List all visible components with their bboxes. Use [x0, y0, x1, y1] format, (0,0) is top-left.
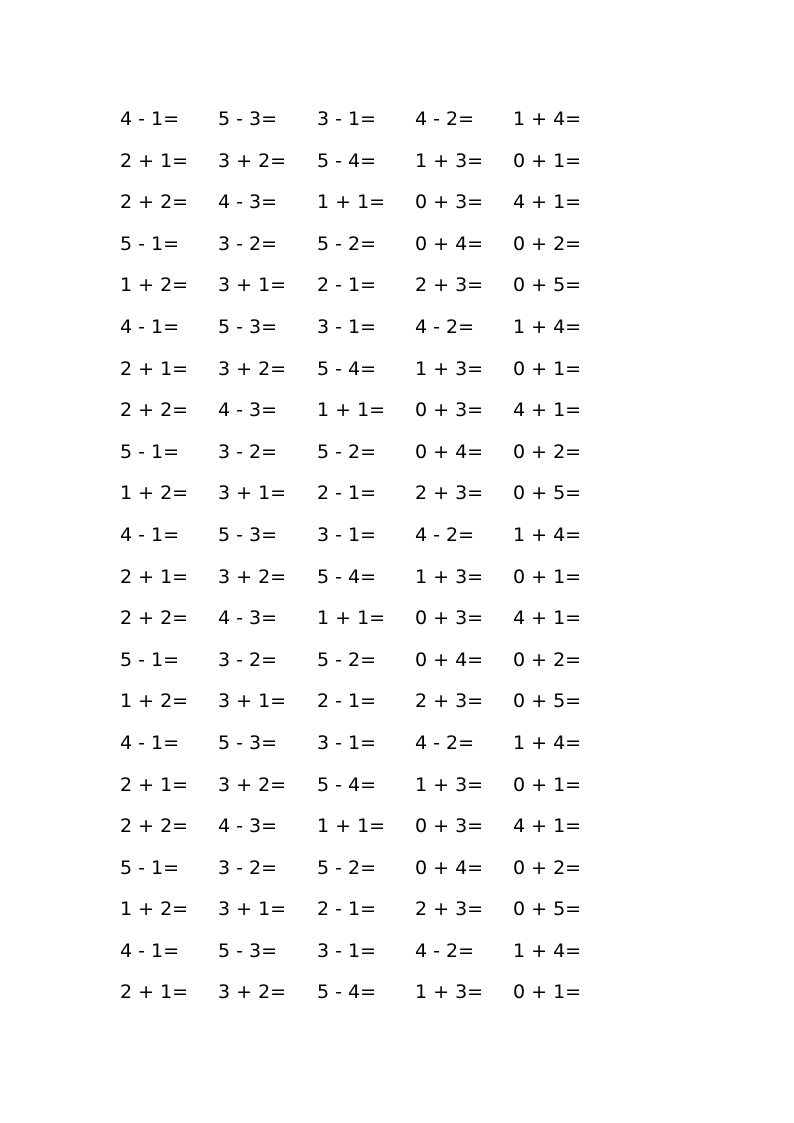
math-problem: 2 + 3= — [415, 482, 484, 505]
math-problem: 5 - 4= — [317, 565, 377, 588]
math-problem: 3 - 1= — [317, 315, 377, 338]
math-problem: 4 - 2= — [415, 731, 475, 754]
problem-row — [120, 686, 640, 728]
math-problem: 4 + 1= — [513, 815, 582, 838]
math-problem: 0 + 1= — [513, 149, 582, 172]
math-problem: 1 + 2= — [120, 274, 189, 297]
math-problem: 1 + 1= — [317, 815, 386, 838]
math-problem: 1 + 2= — [120, 482, 189, 505]
math-problem: 2 + 1= — [120, 149, 189, 172]
math-problem: 0 + 5= — [513, 482, 582, 505]
math-problem: 4 - 3= — [218, 399, 278, 422]
problem-row — [120, 520, 640, 562]
math-problem: 3 - 1= — [317, 108, 377, 130]
math-problem: 2 + 1= — [120, 357, 189, 380]
math-problem: 2 - 1= — [317, 690, 377, 713]
math-problem: 0 + 4= — [415, 856, 484, 879]
problem-row — [120, 395, 640, 437]
math-problem: 1 + 1= — [317, 191, 386, 214]
math-problem: 5 - 1= — [120, 648, 180, 671]
problem-row — [120, 437, 640, 479]
math-problem: 1 + 1= — [317, 607, 386, 630]
problem-row — [120, 936, 640, 978]
problem-row — [120, 603, 640, 645]
math-problem: 4 - 2= — [415, 108, 475, 130]
math-problem: 3 - 2= — [218, 856, 278, 879]
math-problem: 1 + 1= — [317, 399, 386, 422]
math-problem: 5 - 2= — [317, 648, 377, 671]
math-problem: 2 + 1= — [120, 773, 189, 796]
math-problem: 5 - 4= — [317, 981, 377, 1004]
math-problem: 1 + 4= — [513, 731, 582, 754]
math-problem: 4 - 1= — [120, 315, 180, 338]
math-problem: 5 - 3= — [218, 939, 278, 962]
math-problem: 3 + 2= — [218, 149, 287, 172]
math-problem: 3 + 1= — [218, 690, 287, 713]
math-problem: 1 + 4= — [513, 315, 582, 338]
math-problem: 1 + 3= — [415, 981, 484, 1004]
math-problem: 5 - 1= — [120, 856, 180, 879]
math-problem: 3 + 2= — [218, 981, 287, 1004]
math-problem: 2 - 1= — [317, 274, 377, 297]
math-problem: 5 - 3= — [218, 523, 278, 546]
problem-row — [120, 187, 640, 229]
math-problem: 0 + 3= — [415, 399, 484, 422]
math-problem: 4 - 2= — [415, 523, 475, 546]
problem-row — [120, 146, 640, 188]
math-problem: 4 + 1= — [513, 399, 582, 422]
math-problem: 2 + 3= — [415, 274, 484, 297]
math-problem: 3 + 2= — [218, 357, 287, 380]
problem-row — [120, 894, 640, 936]
math-problem: 3 + 2= — [218, 773, 287, 796]
problem-row — [120, 770, 640, 812]
math-problem: 3 - 2= — [218, 648, 278, 671]
problem-row — [120, 478, 640, 520]
math-problem: 1 + 4= — [513, 108, 582, 130]
math-problem: 0 + 5= — [513, 274, 582, 297]
problem-row — [120, 645, 640, 687]
math-problem: 0 + 3= — [415, 191, 484, 214]
math-problem: 4 + 1= — [513, 191, 582, 214]
math-problem: 5 - 3= — [218, 315, 278, 338]
math-problem: 5 - 1= — [120, 440, 180, 463]
math-problem: 0 + 5= — [513, 898, 582, 921]
math-problem: 5 - 2= — [317, 856, 377, 879]
math-problem: 3 - 2= — [218, 440, 278, 463]
math-problem: 5 - 2= — [317, 440, 377, 463]
math-problem: 2 + 2= — [120, 191, 189, 214]
math-problem: 5 - 4= — [317, 357, 377, 380]
math-problem: 4 - 1= — [120, 108, 180, 130]
math-problem: 5 - 2= — [317, 232, 377, 255]
math-problem: 0 + 2= — [513, 232, 582, 255]
math-problem: 2 + 1= — [120, 981, 189, 1004]
problem-row — [120, 354, 640, 396]
math-problem: 4 - 3= — [218, 815, 278, 838]
math-problem: 2 + 3= — [415, 898, 484, 921]
math-problem: 1 + 3= — [415, 565, 484, 588]
math-problem: 4 - 1= — [120, 523, 180, 546]
math-problem: 0 + 4= — [415, 232, 484, 255]
math-problem: 2 + 3= — [415, 690, 484, 713]
math-problem: 5 - 3= — [218, 731, 278, 754]
math-problem: 3 - 1= — [317, 939, 377, 962]
math-problem: 2 + 2= — [120, 399, 189, 422]
math-problem: 1 + 3= — [415, 149, 484, 172]
math-problem: 2 + 2= — [120, 607, 189, 630]
problem-row — [120, 562, 640, 604]
math-problem: 3 + 1= — [218, 482, 287, 505]
problem-row — [120, 270, 640, 312]
math-problem: 4 - 1= — [120, 731, 180, 754]
problem-row — [120, 811, 640, 853]
math-problem: 1 + 2= — [120, 898, 189, 921]
math-problem: 3 - 2= — [218, 232, 278, 255]
math-problem: 0 + 3= — [415, 815, 484, 838]
math-problem: 4 - 3= — [218, 607, 278, 630]
arithmetic-worksheet — [120, 104, 640, 1019]
math-problem: 5 - 4= — [317, 773, 377, 796]
math-problem: 0 + 3= — [415, 607, 484, 630]
math-problem: 0 + 1= — [513, 357, 582, 380]
math-problem: 1 + 4= — [513, 523, 582, 546]
math-problem: 0 + 1= — [513, 981, 582, 1004]
math-problem: 3 + 1= — [218, 274, 287, 297]
math-problem: 2 + 2= — [120, 815, 189, 838]
math-problem: 1 + 3= — [415, 773, 484, 796]
math-problem: 4 - 2= — [415, 315, 475, 338]
math-problem: 0 + 4= — [415, 440, 484, 463]
math-problem: 2 - 1= — [317, 898, 377, 921]
math-problem: 0 + 2= — [513, 440, 582, 463]
math-problem: 3 - 1= — [317, 731, 377, 754]
math-problem: 4 - 1= — [120, 939, 180, 962]
math-problem: 0 + 2= — [513, 856, 582, 879]
problem-row — [120, 312, 640, 354]
math-problem: 0 + 4= — [415, 648, 484, 671]
math-problem: 3 - 1= — [317, 523, 377, 546]
problem-row — [120, 104, 640, 146]
math-problem: 5 - 1= — [120, 232, 180, 255]
math-problem: 3 + 2= — [218, 565, 287, 588]
math-problem: 1 + 3= — [415, 357, 484, 380]
math-problem: 1 + 2= — [120, 690, 189, 713]
math-problem: 3 + 1= — [218, 898, 287, 921]
math-problem: 0 + 1= — [513, 565, 582, 588]
problem-row — [120, 229, 640, 271]
math-problem: 2 - 1= — [317, 482, 377, 505]
math-problem: 5 - 4= — [317, 149, 377, 172]
math-problem: 4 - 2= — [415, 939, 475, 962]
problem-row — [120, 728, 640, 770]
problem-row — [120, 977, 640, 1019]
math-problem: 0 + 1= — [513, 773, 582, 796]
math-problem: 0 + 5= — [513, 690, 582, 713]
math-problem: 5 - 3= — [218, 108, 278, 130]
math-problem: 0 + 2= — [513, 648, 582, 671]
math-problem: 1 + 4= — [513, 939, 582, 962]
problem-row — [120, 853, 640, 895]
math-problem: 4 - 3= — [218, 191, 278, 214]
math-problem: 2 + 1= — [120, 565, 189, 588]
math-problem: 4 + 1= — [513, 607, 582, 630]
